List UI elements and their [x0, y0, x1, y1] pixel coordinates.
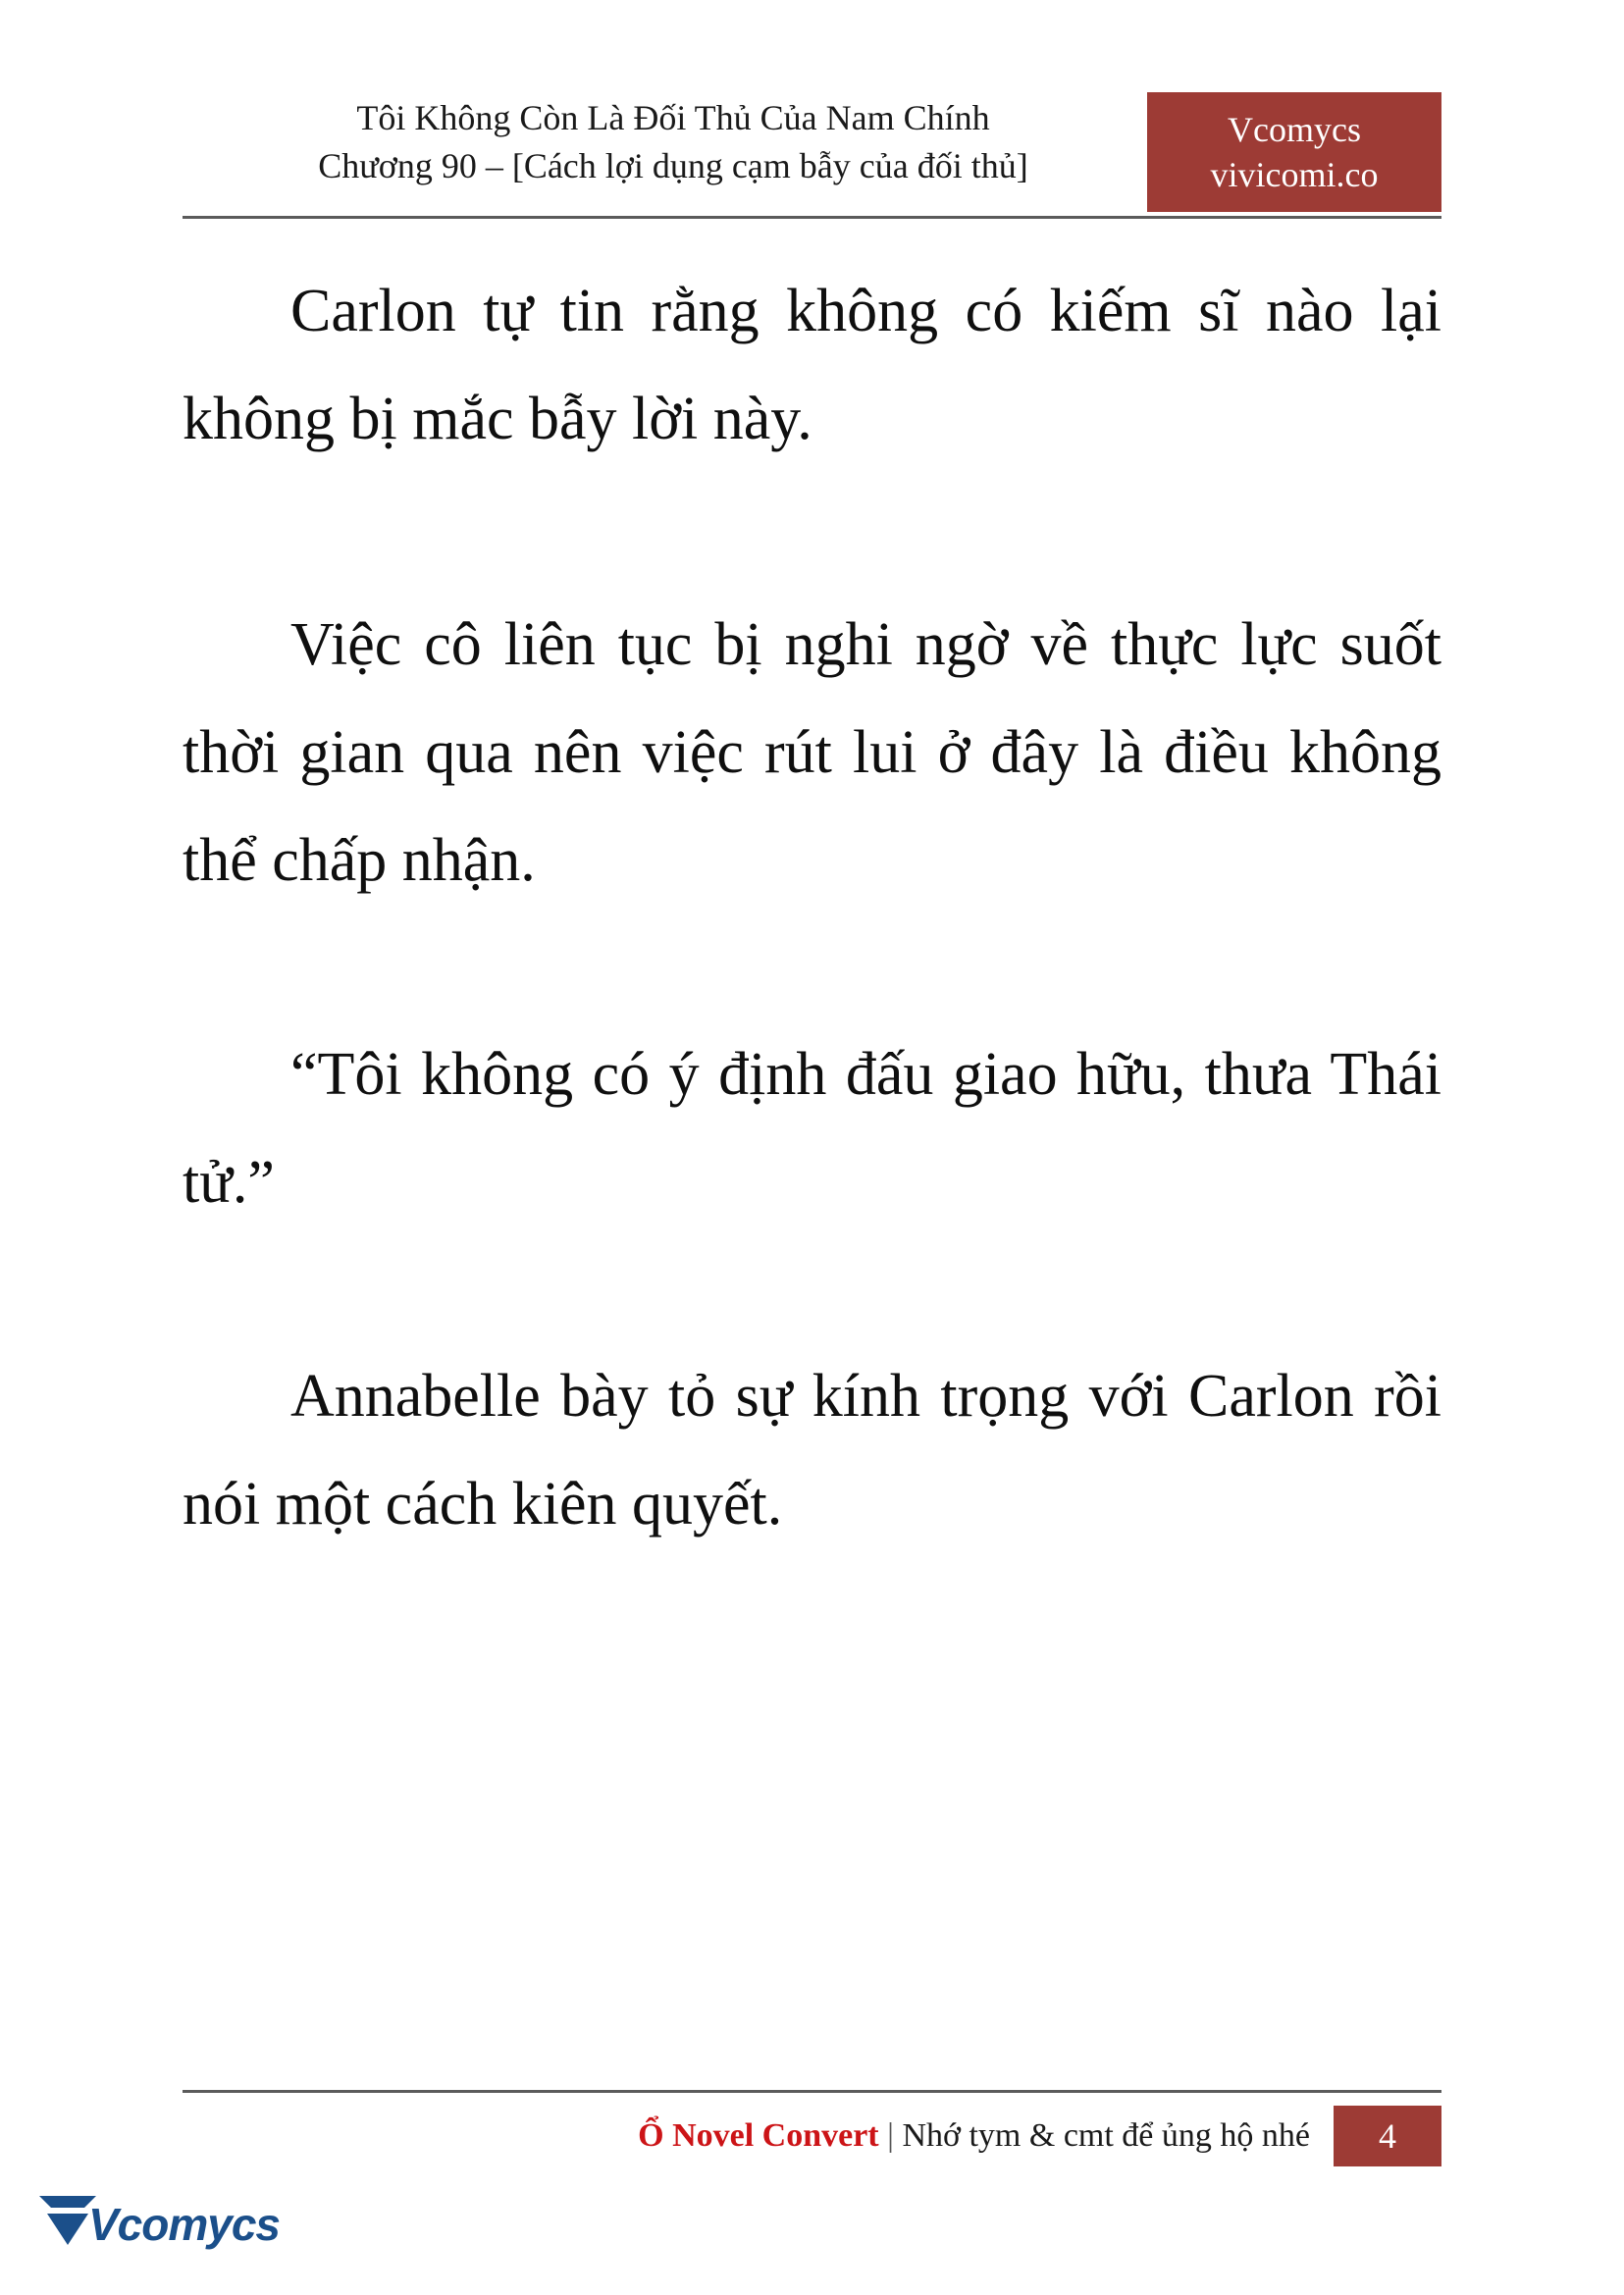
- header-title-block: [183, 94, 1164, 190]
- brand-name: Vcomycs: [1228, 110, 1361, 149]
- chapter-title: Chương 90 – [Cách lợi dụng cạm bẫy của đối thủ]: [318, 146, 1028, 185]
- paragraph: “Tôi không có ý định đấu giao hữu, thưa Thái tử.”: [183, 1041, 1441, 1216]
- paragraph: Annabelle bày tỏ sự kính trọng với Carlon rồi nói một cách kiên quyết.: [183, 1363, 1441, 1538]
- footer-brand: Ổ Novel Convert: [638, 2117, 879, 2154]
- brand-badge: [1147, 92, 1441, 212]
- footer-text: [638, 2117, 1334, 2155]
- page-footer: [183, 2090, 1441, 2168]
- watermark-text: Vcomycs: [88, 2199, 281, 2250]
- footer-divider: [183, 2090, 1441, 2093]
- brand-site: vivicomi.co: [1210, 155, 1379, 194]
- footer-separator: |: [878, 2117, 903, 2154]
- novel-title: Tôi Không Còn Là Đối Thủ Của Nam Chính: [356, 98, 990, 137]
- chapter-body: [183, 257, 1441, 1558]
- header-divider: [183, 216, 1441, 219]
- page-number-badge: 4: [1334, 2106, 1441, 2166]
- page-header: [183, 94, 1441, 222]
- footer-content: [183, 2106, 1441, 2166]
- footer-note: Nhớ tym & cmt để ủng hộ nhé: [902, 2117, 1310, 2154]
- paragraph: Carlon tự tin rằng không có kiếm sĩ nào lại không bị mắc bẫy lời này.: [183, 278, 1441, 452]
- paragraph: Việc cô liên tục bị nghi ngờ về thực lực suốt thời gian qua nên việc rút lui ở đây là điều không thể chấp nhận.: [183, 611, 1441, 894]
- watermark-logo: [37, 2186, 281, 2270]
